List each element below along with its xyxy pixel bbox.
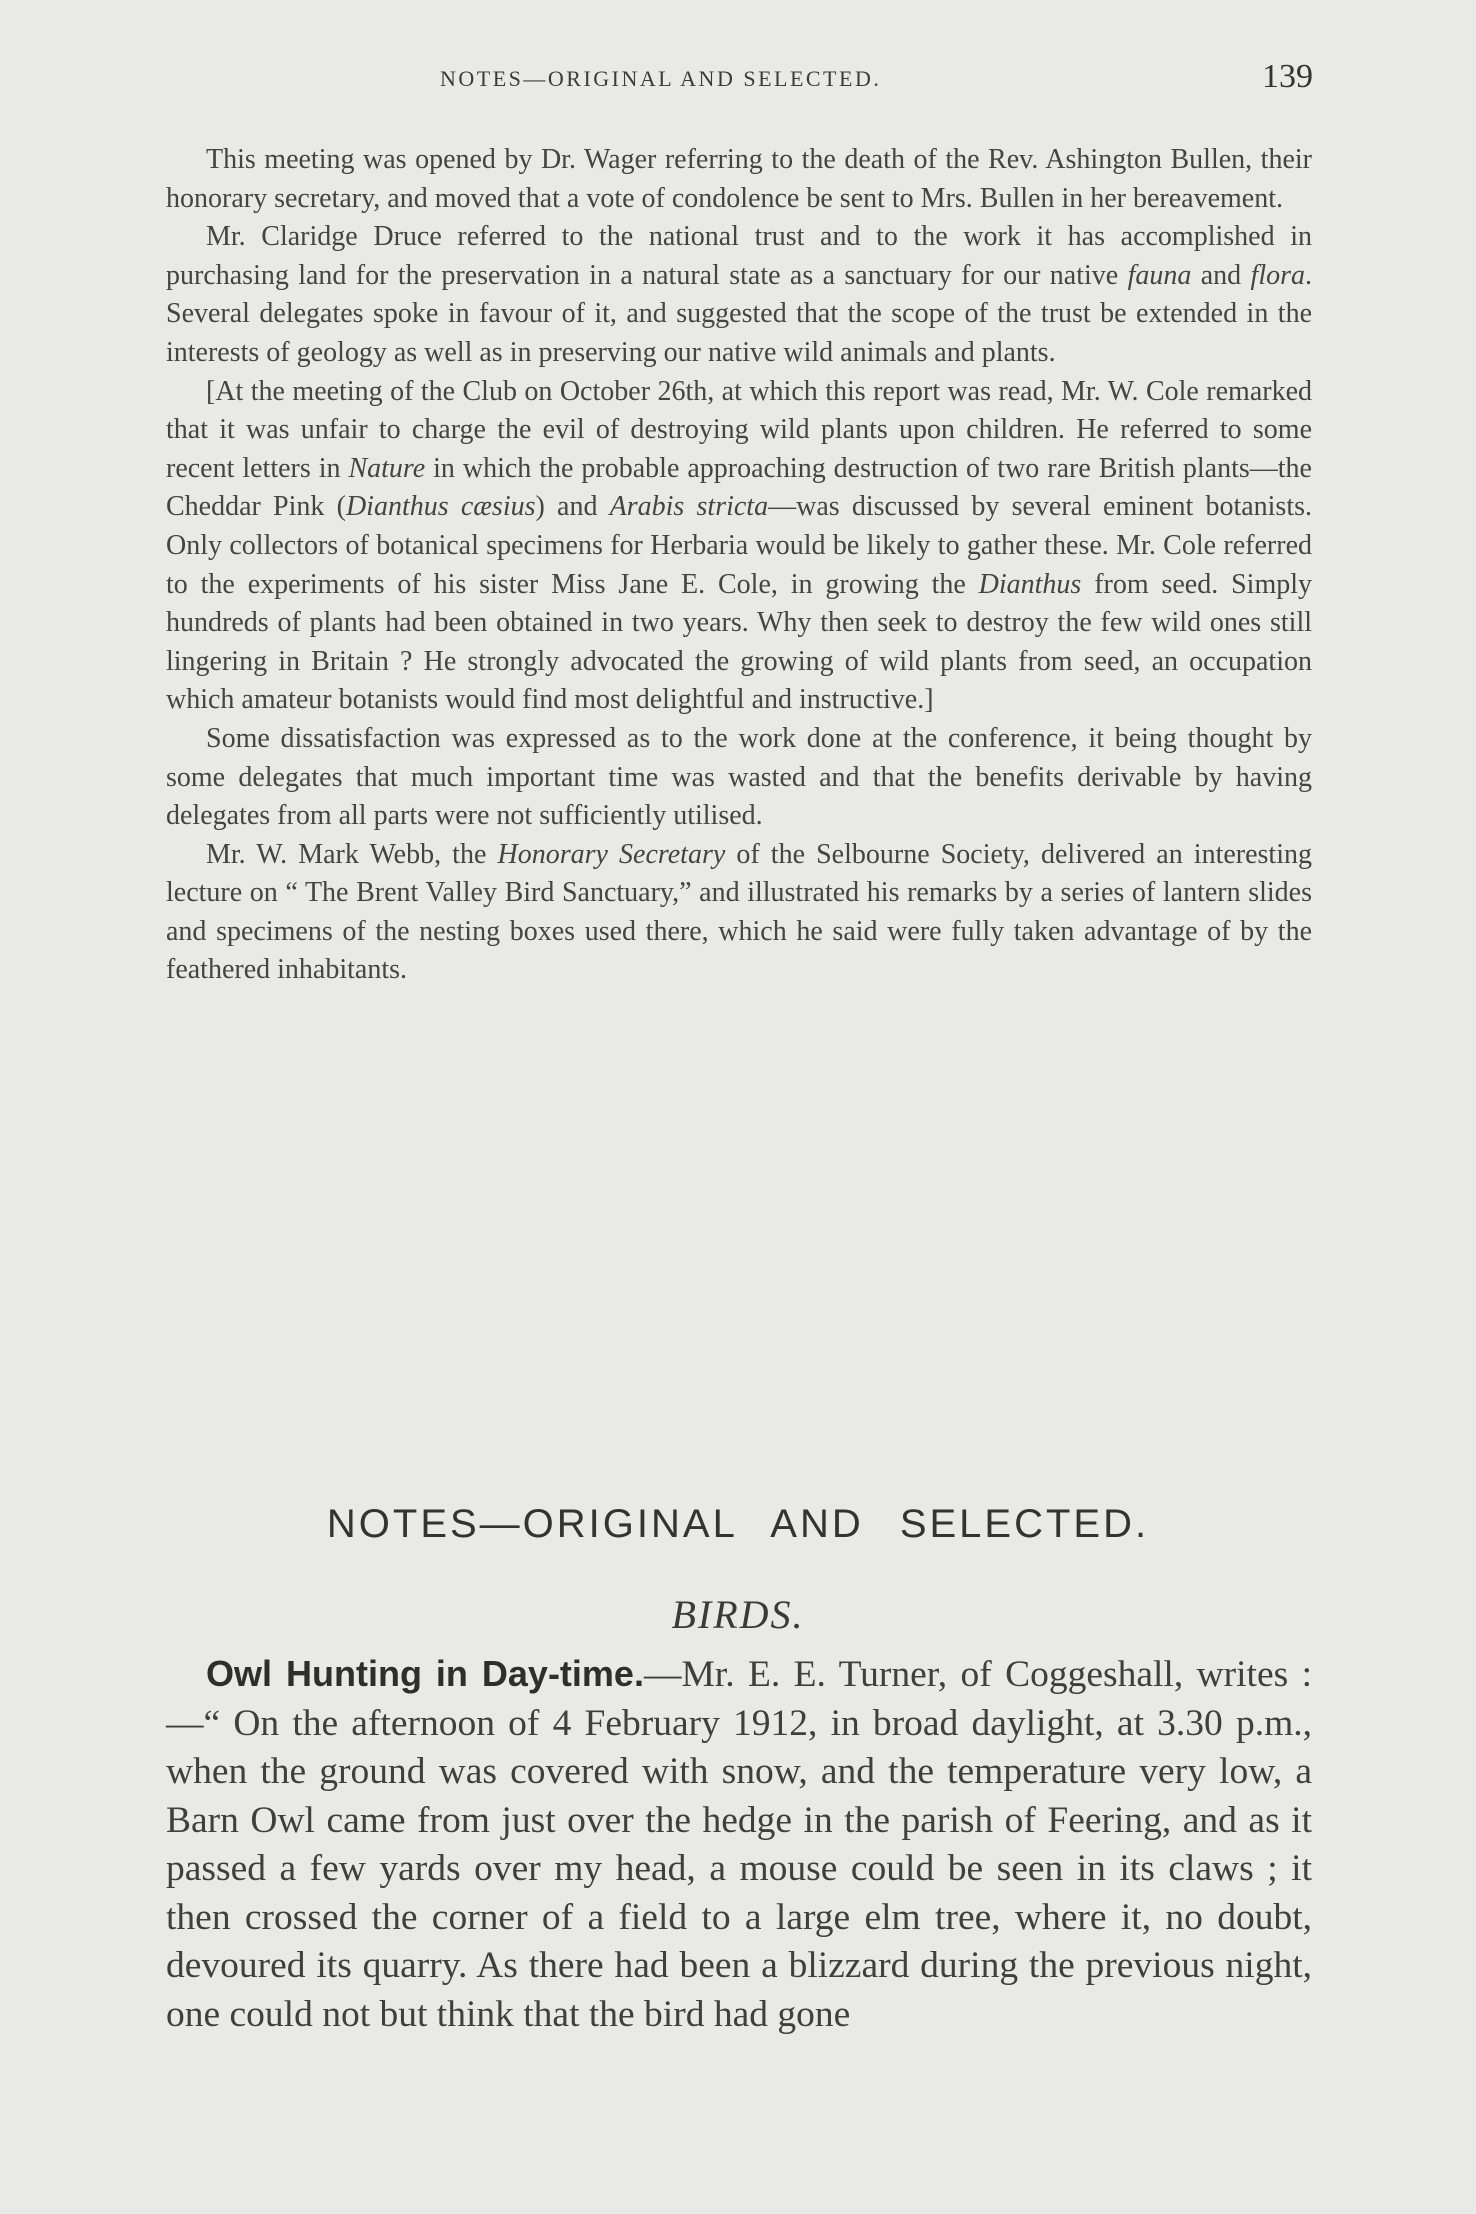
section-subheading: BIRDS.: [671, 1592, 805, 1637]
italic-term: Arabis stricta: [609, 491, 769, 523]
paragraph-text: —Mr. E. E. Turner, of Coggeshall, writes :—“ On the afternoon of 4 February 1912, in broad daylight, at 3.30 p.m., when the ground was covered with snow, and the temperature very low, a Barn Owl came from just over the hedge in the parish of Feering, and as it passed a few yards over my head, a mouse could be seen in its claws ; it then crossed the corner of a field to a large elm tree, where it, no doubt, devoured its quarry. As there had been a blizzard during the previous night, one could not but think that the bird had gone: [166, 1654, 1312, 2035]
paragraph-text: . Several delegates spoke in favour of it, and suggested that the scope of the trust be extended in the interests of geology as well as in preserving our native wild animals and plants.: [166, 259, 1313, 368]
running-head: [0, 58, 1476, 108]
italic-term: Dianthus: [978, 568, 1082, 600]
report-text: [166, 141, 1312, 990]
italic-term: fauna: [1127, 259, 1192, 291]
paragraph-text: in which the probable approaching destruction of two rare British plants—the Cheddar Pink (: [166, 452, 1312, 523]
paragraph-text: Some dissatisfaction was expressed as to the work done at the conference, it being thought by some delegates that much important time was wasted and that the benefits derivable by having delegates from all parts were not sufficiently utilised.: [166, 722, 1312, 832]
running-title: NOTES—ORIGINAL AND SELECTED.: [440, 66, 882, 91]
italic-term: Nature: [348, 452, 426, 484]
paragraph: [166, 720, 1312, 836]
paragraph-text: —was discussed by several eminent botanists. Only collectors of botanical specimens for Herbaria would be likely to gather these. Mr. Cole referred to the experiments of his sister Miss Jane E. Cole, in growing the: [166, 491, 1312, 600]
paragraph-text: [At the meeting of the Club on October 26th, at which this report was read, Mr. W. Cole remarked that it was unfair to charge the evil of destroying wild plants upon children. He referred to some recent letters in: [166, 375, 1312, 484]
paragraph-text: Mr. W. Mark Webb, the: [206, 838, 498, 870]
paragraph: [166, 373, 1312, 720]
paragraph-text: Mr. Claridge Druce referred to the national trust and to the work it has accomplished in purchasing land for the preservation in a natural state as a sanctuary for our native: [166, 221, 1312, 291]
paragraph: [166, 836, 1312, 990]
italic-term: Dianthus cæsius: [345, 491, 536, 523]
paragraph: [166, 1650, 1312, 2039]
paragraph-text: This meeting was opened by Dr. Wager referring to the death of the Rev. Ashington Bullen, their honorary secretary, and moved that a vote of condolence be sent to Mrs. Bullen in her bereavement.: [166, 144, 1312, 214]
paragraph: [166, 141, 1312, 218]
paragraph-text: and: [1191, 259, 1251, 291]
paragraph-text: ) and: [535, 491, 610, 523]
note-title: Owl Hunting in Day-time.: [206, 1653, 644, 1694]
page-number: 139: [1262, 58, 1313, 95]
section-heading: NOTES—ORIGINAL AND SELECTED.: [326, 1502, 1150, 1546]
paragraph-text: of the Selbourne Society, delivered an interesting lecture on “ The Brent Valley Bird Sanctuary,” and illustrated his remarks by a series of lantern slides and specimens of the nesting boxes used there, which he said were fully taken advantage of by the feathered inhabitants.: [166, 838, 1312, 986]
italic-term: Honorary Secretary: [497, 838, 726, 870]
note-owl-hunting: [166, 1650, 1312, 2039]
paragraph: [166, 218, 1312, 372]
italic-term: flora: [1250, 259, 1306, 291]
paragraph-text: from seed. Simply hundreds of plants had been obtained in two years. Why then seek to destroy the few wild ones still lingering in Britain ? He strongly advocated the growing of wild plants from seed, an occupation which amateur botanists would find most delightful and instructive.]: [166, 568, 1312, 716]
